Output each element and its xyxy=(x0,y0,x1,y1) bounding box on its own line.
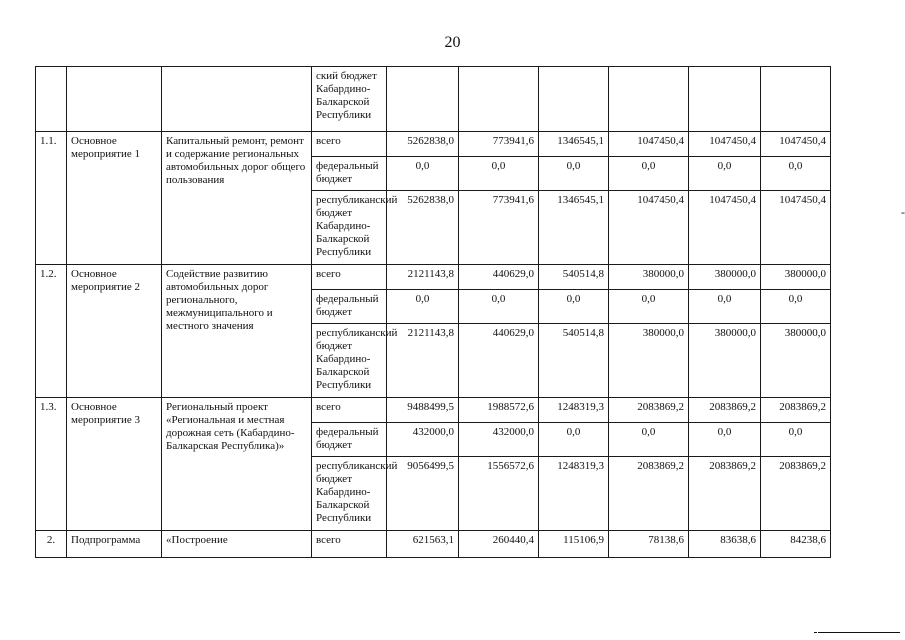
value-cell: 1248319,3 xyxy=(539,398,609,423)
value-cell: 0,0 xyxy=(459,157,539,191)
row-description: Капитальный ремонт, ремонт и содержание региональных автомобильных дорог общего пользования xyxy=(162,132,312,265)
value-cell: 0,0 xyxy=(387,157,459,191)
value-cell: 2083869,2 xyxy=(761,457,831,531)
value-cell: 380000,0 xyxy=(689,324,761,398)
value-cell: 0,0 xyxy=(387,290,459,324)
value-cell: 1047450,4 xyxy=(609,132,689,157)
table-row xyxy=(36,531,831,558)
row-description: Содействие развитию автомобильных дорог регионального, межмуниципального и местного значения xyxy=(162,265,312,398)
value-cell xyxy=(539,67,609,132)
value-cell: 115106,9 xyxy=(539,531,609,558)
value-cell: 0,0 xyxy=(539,290,609,324)
value-cell: 84238,6 xyxy=(761,531,831,558)
value-cell: 1047450,4 xyxy=(609,191,689,265)
value-cell: 0,0 xyxy=(459,290,539,324)
value-cell: 380000,0 xyxy=(689,265,761,290)
value-cell: 1047450,4 xyxy=(689,132,761,157)
row-name: Подпрограмма xyxy=(67,531,162,558)
value-cell: 5262838,0 xyxy=(387,191,459,265)
value-cell xyxy=(761,67,831,132)
value-cell: 0,0 xyxy=(761,423,831,457)
table-row xyxy=(36,265,831,290)
value-cell: 0,0 xyxy=(609,157,689,191)
value-cell: 0,0 xyxy=(609,423,689,457)
value-cell: 2121143,8 xyxy=(387,324,459,398)
value-cell: 1047450,4 xyxy=(761,191,831,265)
funding-source: республиканский бюджет Кабардино-Балкарской Республики xyxy=(312,457,387,531)
value-cell xyxy=(689,67,761,132)
value-cell: 1346545,1 xyxy=(539,191,609,265)
row-description xyxy=(162,67,312,132)
value-cell: 440629,0 xyxy=(459,324,539,398)
table-row xyxy=(36,398,831,423)
value-cell: 2083869,2 xyxy=(609,457,689,531)
row-name: Основное мероприятие 1 xyxy=(67,132,162,265)
value-cell: 83638,6 xyxy=(689,531,761,558)
value-cell: 5262838,0 xyxy=(387,132,459,157)
value-cell: 0,0 xyxy=(539,423,609,457)
funding-source: ский бюджет Кабардино-Балкарской Республики xyxy=(312,67,387,132)
value-cell xyxy=(459,67,539,132)
table-row xyxy=(36,67,831,132)
value-cell: 2083869,2 xyxy=(689,398,761,423)
row-description: Региональный проект «Региональная и местная дорожная сеть (Кабардино-Балкарская Республика)» xyxy=(162,398,312,531)
funding-source: республиканский бюджет Кабардино-Балкарской Республики xyxy=(312,324,387,398)
value-cell: 380000,0 xyxy=(761,324,831,398)
funding-source: федеральный бюджет xyxy=(312,423,387,457)
row-description: «Построение xyxy=(162,531,312,558)
value-cell: 432000,0 xyxy=(459,423,539,457)
value-cell xyxy=(609,67,689,132)
value-cell: 0,0 xyxy=(761,290,831,324)
row-number xyxy=(36,67,67,132)
value-cell: 2083869,2 xyxy=(761,398,831,423)
value-cell: 773941,6 xyxy=(459,132,539,157)
funding-source: всего xyxy=(312,531,387,558)
value-cell: 1346545,1 xyxy=(539,132,609,157)
funding-source: всего xyxy=(312,265,387,290)
value-cell: 2083869,2 xyxy=(609,398,689,423)
value-cell: 1988572,6 xyxy=(459,398,539,423)
footer-rule xyxy=(818,632,900,633)
value-cell: 1556572,6 xyxy=(459,457,539,531)
value-cell: 0,0 xyxy=(689,290,761,324)
value-cell: 0,0 xyxy=(539,157,609,191)
margin-mark: - xyxy=(901,205,905,219)
row-name: Основное мероприятие 2 xyxy=(67,265,162,398)
value-cell: 1248319,3 xyxy=(539,457,609,531)
value-cell: 380000,0 xyxy=(609,324,689,398)
value-cell xyxy=(387,67,459,132)
value-cell: 260440,4 xyxy=(459,531,539,558)
value-cell: 2083869,2 xyxy=(689,457,761,531)
row-number: 1.1. xyxy=(36,132,67,265)
page-number: 20 xyxy=(444,34,461,51)
row-number: 1.2. xyxy=(36,265,67,398)
value-cell: 0,0 xyxy=(689,423,761,457)
value-cell: 621563,1 xyxy=(387,531,459,558)
value-cell: 540514,8 xyxy=(539,324,609,398)
value-cell: 2121143,8 xyxy=(387,265,459,290)
footer-dash xyxy=(814,632,817,633)
funding-source: всего xyxy=(312,398,387,423)
value-cell: 440629,0 xyxy=(459,265,539,290)
value-cell: 380000,0 xyxy=(609,265,689,290)
table-row xyxy=(36,132,831,157)
value-cell: 773941,6 xyxy=(459,191,539,265)
funding-source: республиканский бюджет Кабардино-Балкарской Республики xyxy=(312,191,387,265)
value-cell: 540514,8 xyxy=(539,265,609,290)
row-number: 2. xyxy=(36,531,67,558)
funding-source: федеральный бюджет xyxy=(312,157,387,191)
value-cell: 0,0 xyxy=(761,157,831,191)
value-cell: 1047450,4 xyxy=(689,191,761,265)
funding-source: всего xyxy=(312,132,387,157)
value-cell: 380000,0 xyxy=(761,265,831,290)
value-cell: 0,0 xyxy=(689,157,761,191)
value-cell: 0,0 xyxy=(609,290,689,324)
value-cell: 432000,0 xyxy=(387,423,459,457)
row-number: 1.3. xyxy=(36,398,67,531)
budget-table xyxy=(35,66,831,558)
row-name: Основное мероприятие 3 xyxy=(67,398,162,531)
value-cell: 9056499,5 xyxy=(387,457,459,531)
row-name xyxy=(67,67,162,132)
value-cell: 1047450,4 xyxy=(761,132,831,157)
funding-source: федеральный бюджет xyxy=(312,290,387,324)
value-cell: 78138,6 xyxy=(609,531,689,558)
value-cell: 9488499,5 xyxy=(387,398,459,423)
